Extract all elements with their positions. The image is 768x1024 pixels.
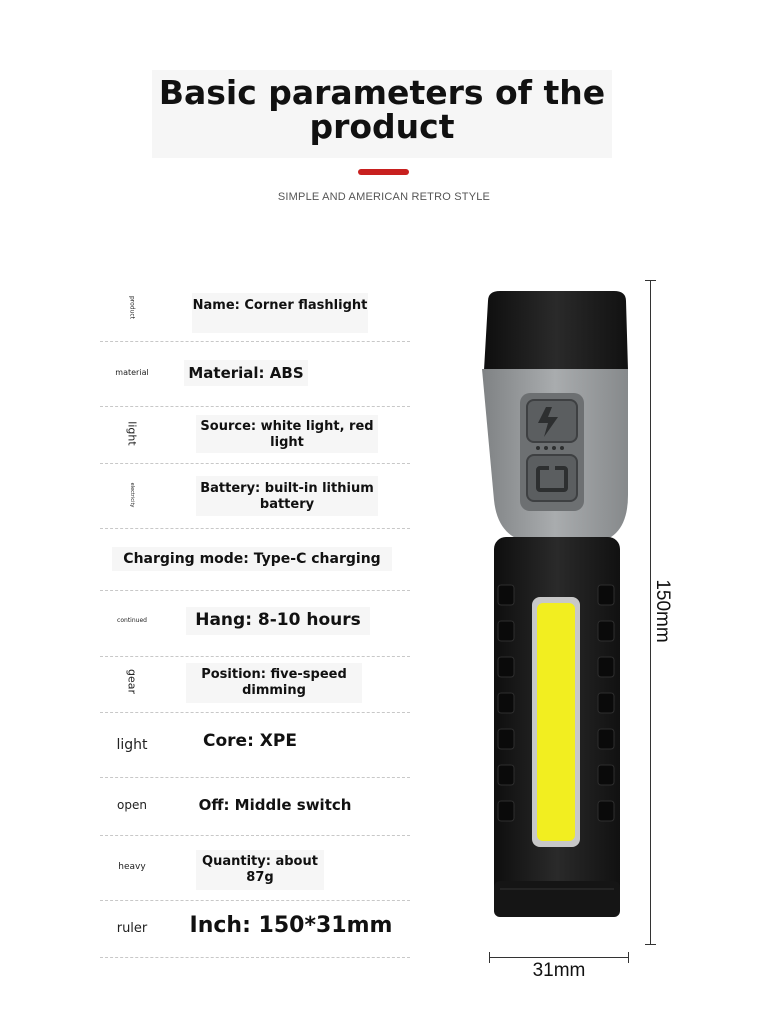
flashlight-base	[494, 881, 620, 917]
height-dimension-cap-bottom	[645, 944, 656, 945]
param-value: Source: white light, red light	[196, 415, 378, 453]
param-row-hang	[100, 591, 410, 657]
height-dimension-cap-top	[645, 280, 656, 281]
param-value: Battery: built-in lithium battery	[196, 476, 378, 516]
cob-light	[537, 603, 575, 841]
param-label: product	[128, 295, 136, 320]
param-value: Hang: 8-10 hours	[186, 607, 370, 635]
param-label: gear	[125, 668, 139, 694]
param-value: Charging mode: Type-C charging	[112, 547, 392, 571]
width-dimension-line	[489, 957, 629, 958]
param-row-weight	[100, 836, 410, 901]
param-row-battery	[100, 464, 410, 529]
param-label: electricity	[129, 482, 135, 508]
power-button-icon	[527, 455, 577, 501]
param-row-charging	[100, 529, 410, 591]
param-row-material	[100, 342, 410, 407]
param-label: light	[125, 421, 139, 446]
param-label: continued	[117, 617, 147, 624]
page-subtitle: SIMPLE AND AMERICAN RETRO STYLE	[277, 191, 491, 203]
param-label: open	[117, 798, 147, 812]
param-row-core	[100, 713, 410, 778]
flashlight-head	[484, 291, 628, 370]
param-row-switch	[100, 778, 410, 836]
param-label: material	[115, 368, 149, 377]
title-underline	[358, 169, 409, 175]
param-row-source	[100, 407, 410, 464]
page-title	[152, 70, 612, 158]
param-value: Inch: 150*31mm	[189, 913, 393, 938]
param-label: light	[116, 737, 148, 753]
param-label: heavy	[118, 862, 146, 872]
width-dimension-label: 31mm	[532, 960, 586, 981]
param-value: Material: ABS	[184, 360, 308, 386]
param-row-size	[100, 901, 410, 958]
height-dimension-label: 150mm	[652, 579, 673, 643]
param-value: Name: Corner flashlight	[192, 293, 368, 333]
param-value: Core: XPE	[203, 731, 297, 751]
flashlight-image	[470, 285, 640, 935]
param-label: ruler	[116, 921, 148, 936]
param-value: Off: Middle switch	[198, 796, 352, 814]
param-value: Quantity: about 87g	[196, 850, 324, 890]
param-row-name	[100, 290, 410, 342]
page-title-text: Basic parameters of the product	[158, 73, 606, 146]
param-row-dimming	[100, 657, 410, 713]
param-value: Position: five-speed dimming	[186, 663, 362, 703]
